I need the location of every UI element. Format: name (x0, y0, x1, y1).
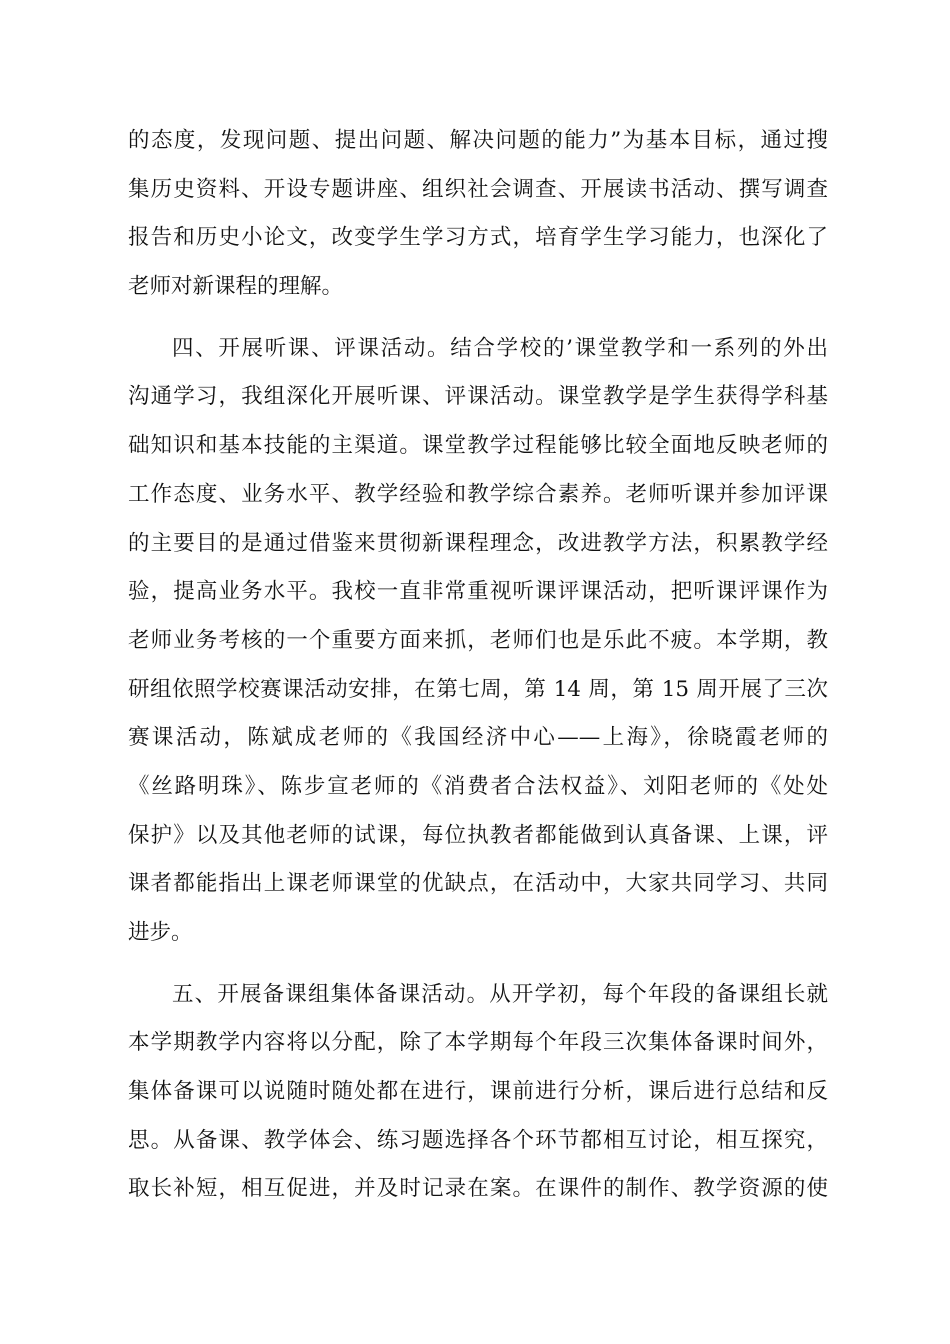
paragraph-gap (128, 312, 828, 325)
text-line: 沟通学习，我组深化开展听课、评课活动。课堂教学是学生获得学科基 (128, 384, 828, 410)
text-line: 思。从备课、教学体会、练习题选择各个环节都相互讨论，相互探究， (128, 1127, 828, 1153)
text-line: 的态度，发现问题、提出问题、解决问题的能力”为基本目标，通过搜 (128, 128, 828, 153)
text-line: 集体备课可以说随时随处都在进行，课前进行分析，课后进行总结和反 (128, 1079, 828, 1105)
text-line: 报告和历史小论文，改变学生学习方式，培育学生学习能力，也深化了 (128, 225, 828, 251)
paragraph-3 (128, 971, 828, 1214)
text-line: 四、开展听课、评课活动。结合学校的’课堂教学和一系列的外出 (172, 335, 828, 361)
paragraph-gap (128, 958, 828, 971)
text-line: 本学期教学内容将以分配，除了本学期每个年段三次集体备课时间外， (128, 1030, 828, 1056)
document-body (128, 117, 828, 1214)
paragraph-1 (128, 117, 828, 312)
text-line: 老师业务考核的一个重要方面来抓，老师们也是乐此不疲。本学期，教 (128, 627, 828, 653)
text-line: 五、开展备课组集体备课活动。从开学初，每个年段的备课组长就 (172, 981, 828, 1007)
paragraph-2 (128, 325, 828, 958)
text-line: 老师对新课程的理解。 (128, 274, 344, 300)
text-line: 课者都能指出上课老师课堂的优缺点，在活动中，大家共同学习、共同 (128, 871, 828, 897)
text-line: 保护》以及其他老师的试课，每位执教者都能做到认真备课、上课，评 (128, 822, 828, 848)
text-line: 进步。 (128, 920, 193, 945)
text-line: 集历史资料、开设专题讲座、组织社会调查、开展读书活动、撰写调查 (128, 176, 828, 202)
text-line: 取长补短，相互促进，并及时记录在案。在课件的制作、教学资源的使 (128, 1176, 828, 1202)
text-line: 工作态度、业务水平、教学经验和教学综合素养。老师听课并参加评课 (128, 481, 828, 507)
text-line: 研组依照学校赛课活动安排，在第七周，第 14 周，第 15 周开展了三次 (128, 676, 828, 702)
text-line: 赛课活动，陈斌成老师的《我国经济中心——上海》，徐晓霞老师的 (128, 725, 828, 751)
text-line: 《丝路明珠》、陈步宣老师的《消费者合法权益》、刘阳老师的《处处 (128, 773, 828, 799)
text-line: 的主要目的是通过借鉴来贯彻新课程理念，改进教学方法，积累教学经 (128, 530, 828, 556)
text-line: 验，提高业务水平。我校一直非常重视听课评课活动，把听课评课作为 (128, 579, 828, 605)
text-line: 础知识和基本技能的主渠道。课堂教学过程能够比较全面地反映老师的 (128, 433, 828, 459)
